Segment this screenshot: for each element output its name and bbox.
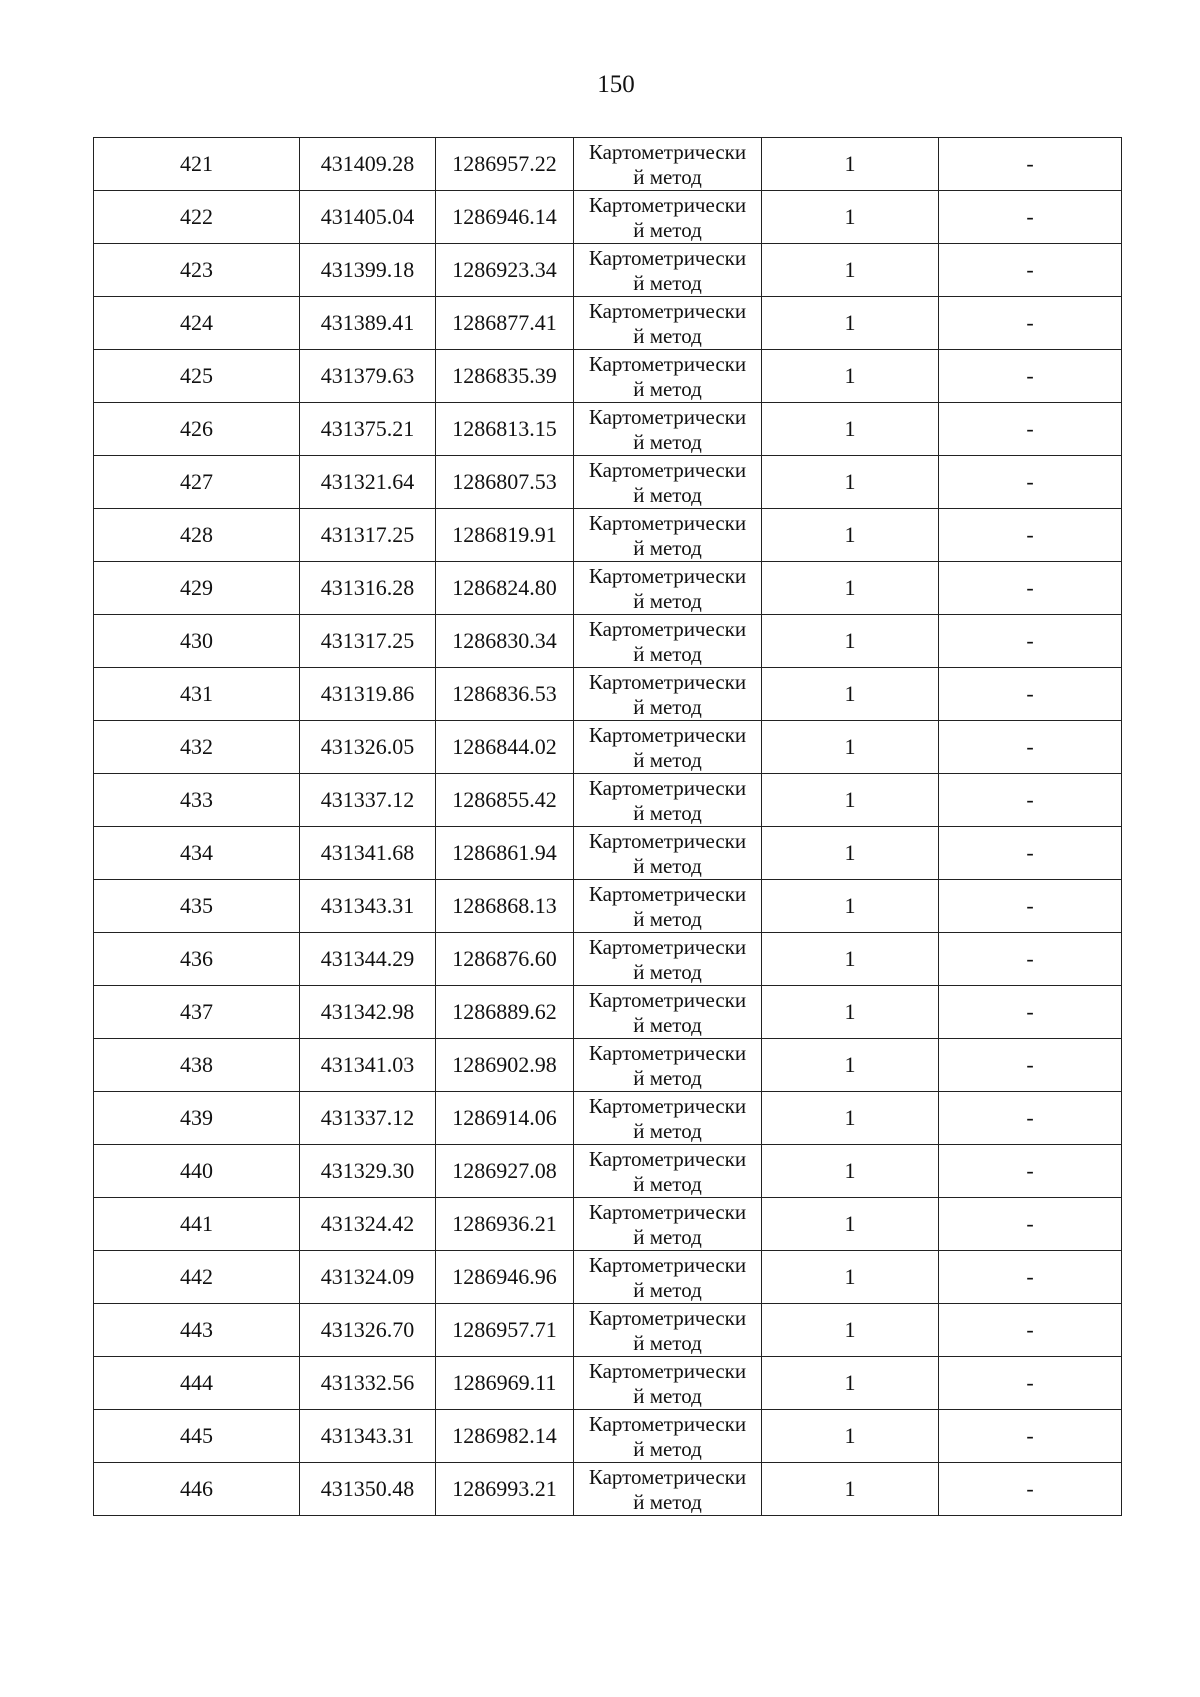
precision-cell: 1 <box>762 880 939 933</box>
coordinate-x-cell: 431329.30 <box>300 1145 436 1198</box>
coordinate-y-cell: 1286957.71 <box>436 1304 574 1357</box>
method-cell <box>574 1304 762 1357</box>
precision-cell: 1 <box>762 1304 939 1357</box>
method-line-1: Картометрически <box>588 776 747 800</box>
point-number-cell: 438 <box>94 1039 300 1092</box>
method-line-2: й метод <box>633 1172 702 1196</box>
coordinate-y-cell: 1286923.34 <box>436 244 574 297</box>
method-line-1: Картометрически <box>588 458 747 482</box>
precision-cell: 1 <box>762 933 939 986</box>
table-row <box>94 244 1122 297</box>
method-cell <box>574 933 762 986</box>
method-cell <box>574 244 762 297</box>
precision-cell: 1 <box>762 562 939 615</box>
note-cell: - <box>939 562 1122 615</box>
method-line-1: Картометрически <box>588 140 747 164</box>
note-cell: - <box>939 668 1122 721</box>
coordinate-x-cell: 431341.03 <box>300 1039 436 1092</box>
point-number-cell: 423 <box>94 244 300 297</box>
method-line-1: Картометрически <box>588 1306 747 1330</box>
precision-cell: 1 <box>762 1039 939 1092</box>
coordinate-y-cell: 1286927.08 <box>436 1145 574 1198</box>
table-row <box>94 1251 1122 1304</box>
coordinate-y-cell: 1286877.41 <box>436 297 574 350</box>
note-cell: - <box>939 721 1122 774</box>
table-row <box>94 668 1122 721</box>
precision-cell: 1 <box>762 244 939 297</box>
note-cell: - <box>939 244 1122 297</box>
method-line-1: Картометрически <box>588 670 747 694</box>
point-number-cell: 432 <box>94 721 300 774</box>
coordinate-x-cell: 431324.09 <box>300 1251 436 1304</box>
coordinate-x-cell: 431316.28 <box>300 562 436 615</box>
method-cell <box>574 668 762 721</box>
table-row <box>94 1039 1122 1092</box>
method-cell <box>574 562 762 615</box>
table-row <box>94 1198 1122 1251</box>
point-number-cell: 433 <box>94 774 300 827</box>
method-line-2: й метод <box>633 1331 702 1355</box>
point-number-cell: 421 <box>94 138 300 191</box>
precision-cell: 1 <box>762 986 939 1039</box>
method-cell <box>574 1039 762 1092</box>
method-line-2: й метод <box>633 377 702 401</box>
coordinate-y-cell: 1286813.15 <box>436 403 574 456</box>
method-line-1: Картометрически <box>588 1200 747 1224</box>
note-cell: - <box>939 1251 1122 1304</box>
method-line-1: Картометрически <box>588 617 747 641</box>
coordinate-x-cell: 431344.29 <box>300 933 436 986</box>
method-cell <box>574 509 762 562</box>
note-cell: - <box>939 1410 1122 1463</box>
coordinate-x-cell: 431409.28 <box>300 138 436 191</box>
coordinate-y-cell: 1286914.06 <box>436 1092 574 1145</box>
point-number-cell: 425 <box>94 350 300 403</box>
method-line-2: й метод <box>633 271 702 295</box>
note-cell: - <box>939 1357 1122 1410</box>
note-cell: - <box>939 880 1122 933</box>
coordinate-y-cell: 1286957.22 <box>436 138 574 191</box>
point-number-cell: 428 <box>94 509 300 562</box>
precision-cell: 1 <box>762 827 939 880</box>
note-cell: - <box>939 1198 1122 1251</box>
precision-cell: 1 <box>762 1145 939 1198</box>
table-row <box>94 880 1122 933</box>
note-cell: - <box>939 191 1122 244</box>
method-line-1: Картометрически <box>588 1412 747 1436</box>
coordinate-y-cell: 1286868.13 <box>436 880 574 933</box>
precision-cell: 1 <box>762 191 939 244</box>
point-number-cell: 441 <box>94 1198 300 1251</box>
point-number-cell: 439 <box>94 1092 300 1145</box>
note-cell: - <box>939 615 1122 668</box>
point-number-cell: 444 <box>94 1357 300 1410</box>
precision-cell: 1 <box>762 403 939 456</box>
precision-cell: 1 <box>762 1251 939 1304</box>
table-row <box>94 350 1122 403</box>
point-number-cell: 442 <box>94 1251 300 1304</box>
note-cell: - <box>939 1145 1122 1198</box>
coordinate-x-cell: 431342.98 <box>300 986 436 1039</box>
point-number-cell: 422 <box>94 191 300 244</box>
precision-cell: 1 <box>762 456 939 509</box>
precision-cell: 1 <box>762 350 939 403</box>
method-line-1: Картометрически <box>588 829 747 853</box>
method-cell <box>574 456 762 509</box>
method-line-2: й метод <box>633 1013 702 1037</box>
table-row <box>94 509 1122 562</box>
coordinate-x-cell: 431399.18 <box>300 244 436 297</box>
note-cell: - <box>939 827 1122 880</box>
coordinate-x-cell: 431343.31 <box>300 880 436 933</box>
method-line-2: й метод <box>633 854 702 878</box>
coordinate-x-cell: 431326.05 <box>300 721 436 774</box>
coordinate-y-cell: 1286855.42 <box>436 774 574 827</box>
page-number: 150 <box>597 71 635 98</box>
precision-cell: 1 <box>762 721 939 774</box>
method-line-1: Картометрически <box>588 723 747 747</box>
method-cell <box>574 721 762 774</box>
coordinate-y-cell: 1286902.98 <box>436 1039 574 1092</box>
point-number-cell: 445 <box>94 1410 300 1463</box>
table-row <box>94 827 1122 880</box>
coordinate-y-cell: 1286844.02 <box>436 721 574 774</box>
method-line-1: Картометрически <box>588 988 747 1012</box>
coordinates-table <box>93 137 1122 1516</box>
table-row <box>94 297 1122 350</box>
method-cell <box>574 1092 762 1145</box>
precision-cell: 1 <box>762 1092 939 1145</box>
coordinate-x-cell: 431350.48 <box>300 1463 436 1516</box>
precision-cell: 1 <box>762 615 939 668</box>
point-number-cell: 424 <box>94 297 300 350</box>
precision-cell: 1 <box>762 509 939 562</box>
coordinate-x-cell: 431341.68 <box>300 827 436 880</box>
method-line-1: Картометрически <box>588 511 747 535</box>
table-row <box>94 1357 1122 1410</box>
table-row <box>94 774 1122 827</box>
coordinate-y-cell: 1286824.80 <box>436 562 574 615</box>
precision-cell: 1 <box>762 774 939 827</box>
method-cell <box>574 191 762 244</box>
method-line-2: й метод <box>633 483 702 507</box>
table-row <box>94 1092 1122 1145</box>
method-cell <box>574 880 762 933</box>
method-line-2: й метод <box>633 1119 702 1143</box>
method-cell <box>574 297 762 350</box>
note-cell: - <box>939 1463 1122 1516</box>
point-number-cell: 434 <box>94 827 300 880</box>
method-cell <box>574 986 762 1039</box>
note-cell: - <box>939 1039 1122 1092</box>
method-line-1: Картометрически <box>588 1041 747 1065</box>
method-line-1: Картометрически <box>588 352 747 376</box>
method-line-1: Картометрически <box>588 193 747 217</box>
method-cell <box>574 138 762 191</box>
precision-cell: 1 <box>762 1198 939 1251</box>
precision-cell: 1 <box>762 668 939 721</box>
table-row <box>94 1304 1122 1357</box>
table-row <box>94 456 1122 509</box>
coordinate-y-cell: 1286946.14 <box>436 191 574 244</box>
method-cell <box>574 1251 762 1304</box>
table-row <box>94 615 1122 668</box>
point-number-cell: 429 <box>94 562 300 615</box>
coordinate-x-cell: 431332.56 <box>300 1357 436 1410</box>
precision-cell: 1 <box>762 1463 939 1516</box>
point-number-cell: 430 <box>94 615 300 668</box>
method-line-2: й метод <box>633 695 702 719</box>
method-cell <box>574 403 762 456</box>
point-number-cell: 443 <box>94 1304 300 1357</box>
point-number-cell: 431 <box>94 668 300 721</box>
note-cell: - <box>939 138 1122 191</box>
note-cell: - <box>939 1092 1122 1145</box>
coordinate-y-cell: 1286889.62 <box>436 986 574 1039</box>
method-line-2: й метод <box>633 430 702 454</box>
note-cell: - <box>939 933 1122 986</box>
coordinate-x-cell: 431405.04 <box>300 191 436 244</box>
table-row <box>94 562 1122 615</box>
method-line-1: Картометрически <box>588 405 747 429</box>
method-line-1: Картометрически <box>588 1465 747 1489</box>
method-line-1: Картометрически <box>588 882 747 906</box>
method-line-2: й метод <box>633 1066 702 1090</box>
method-cell <box>574 1145 762 1198</box>
method-line-2: й метод <box>633 748 702 772</box>
note-cell: - <box>939 350 1122 403</box>
method-cell <box>574 827 762 880</box>
table-row <box>94 191 1122 244</box>
method-line-2: й метод <box>633 1278 702 1302</box>
method-line-1: Картометрически <box>588 564 747 588</box>
coordinate-y-cell: 1286835.39 <box>436 350 574 403</box>
note-cell: - <box>939 774 1122 827</box>
point-number-cell: 435 <box>94 880 300 933</box>
method-line-1: Картометрически <box>588 1147 747 1171</box>
note-cell: - <box>939 509 1122 562</box>
method-line-1: Картометрически <box>588 299 747 323</box>
method-line-1: Картометрически <box>588 935 747 959</box>
method-line-2: й метод <box>633 1384 702 1408</box>
note-cell: - <box>939 456 1122 509</box>
coordinate-y-cell: 1286936.21 <box>436 1198 574 1251</box>
method-line-2: й метод <box>633 1225 702 1249</box>
method-line-2: й метод <box>633 907 702 931</box>
precision-cell: 1 <box>762 297 939 350</box>
precision-cell: 1 <box>762 138 939 191</box>
point-number-cell: 440 <box>94 1145 300 1198</box>
method-cell <box>574 1357 762 1410</box>
coordinate-y-cell: 1286807.53 <box>436 456 574 509</box>
method-line-1: Картометрически <box>588 1253 747 1277</box>
method-line-1: Картометрически <box>588 246 747 270</box>
table-row <box>94 721 1122 774</box>
method-cell <box>574 615 762 668</box>
coordinate-x-cell: 431375.21 <box>300 403 436 456</box>
method-line-2: й метод <box>633 324 702 348</box>
method-cell <box>574 774 762 827</box>
coordinate-x-cell: 431389.41 <box>300 297 436 350</box>
coordinate-y-cell: 1286830.34 <box>436 615 574 668</box>
coordinate-y-cell: 1286836.53 <box>436 668 574 721</box>
coordinate-y-cell: 1286819.91 <box>436 509 574 562</box>
coordinate-x-cell: 431324.42 <box>300 1198 436 1251</box>
coordinate-x-cell: 431379.63 <box>300 350 436 403</box>
coordinate-x-cell: 431317.25 <box>300 615 436 668</box>
coordinate-x-cell: 431317.25 <box>300 509 436 562</box>
note-cell: - <box>939 986 1122 1039</box>
method-line-2: й метод <box>633 218 702 242</box>
note-cell: - <box>939 297 1122 350</box>
method-line-1: Картометрически <box>588 1359 747 1383</box>
method-line-2: й метод <box>633 801 702 825</box>
method-line-2: й метод <box>633 1437 702 1461</box>
method-line-1: Картометрически <box>588 1094 747 1118</box>
note-cell: - <box>939 403 1122 456</box>
table-row <box>94 986 1122 1039</box>
point-number-cell: 437 <box>94 986 300 1039</box>
method-line-2: й метод <box>633 960 702 984</box>
note-cell: - <box>939 1304 1122 1357</box>
coordinate-y-cell: 1286876.60 <box>436 933 574 986</box>
table-row <box>94 1145 1122 1198</box>
table-row <box>94 403 1122 456</box>
table-row <box>94 1410 1122 1463</box>
table-row <box>94 1463 1122 1516</box>
point-number-cell: 426 <box>94 403 300 456</box>
method-line-2: й метод <box>633 1490 702 1514</box>
coordinate-x-cell: 431326.70 <box>300 1304 436 1357</box>
coordinate-y-cell: 1286993.21 <box>436 1463 574 1516</box>
method-cell <box>574 350 762 403</box>
table-row <box>94 138 1122 191</box>
table-row <box>94 933 1122 986</box>
method-line-2: й метод <box>633 642 702 666</box>
coordinate-x-cell: 431321.64 <box>300 456 436 509</box>
coordinate-x-cell: 431337.12 <box>300 1092 436 1145</box>
method-line-2: й метод <box>633 536 702 560</box>
coordinate-y-cell: 1286861.94 <box>436 827 574 880</box>
method-cell <box>574 1198 762 1251</box>
point-number-cell: 446 <box>94 1463 300 1516</box>
method-cell <box>574 1410 762 1463</box>
coordinate-x-cell: 431337.12 <box>300 774 436 827</box>
method-line-2: й метод <box>633 165 702 189</box>
method-cell <box>574 1463 762 1516</box>
coordinate-x-cell: 431319.86 <box>300 668 436 721</box>
coordinate-y-cell: 1286982.14 <box>436 1410 574 1463</box>
coordinate-y-cell: 1286969.11 <box>436 1357 574 1410</box>
coordinate-y-cell: 1286946.96 <box>436 1251 574 1304</box>
method-line-2: й метод <box>633 589 702 613</box>
point-number-cell: 427 <box>94 456 300 509</box>
coordinate-x-cell: 431343.31 <box>300 1410 436 1463</box>
precision-cell: 1 <box>762 1357 939 1410</box>
precision-cell: 1 <box>762 1410 939 1463</box>
point-number-cell: 436 <box>94 933 300 986</box>
coordinates-table-body <box>94 138 1122 1516</box>
